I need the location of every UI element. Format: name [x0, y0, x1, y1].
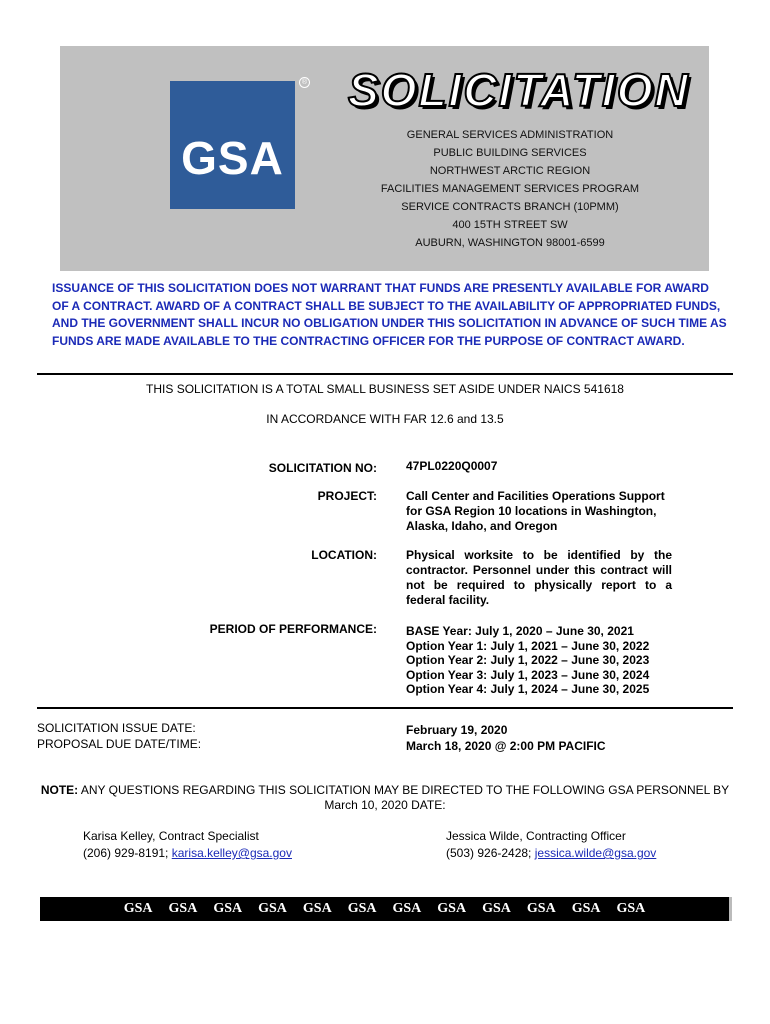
agency-line: SERVICE CONTRACTS BRANCH (10PMM): [401, 201, 619, 213]
contact-email-link[interactable]: karisa.kelley@gsa.gov: [171, 846, 292, 860]
footer-gsa-word: GSA: [526, 901, 556, 916]
project-label: PROJECT:: [317, 489, 377, 503]
location-value: Physical worksite to be identified by the contractor. Personnel under this contract will not be required to physically report to a federal facility.: [406, 548, 672, 607]
footer-gsa-word: GSA: [123, 901, 153, 916]
registered-mark-icon: ®: [299, 77, 310, 88]
contact-name: Jessica Wilde, Contracting Officer: [446, 829, 626, 843]
solicitation-title: SOLICITATION: [348, 64, 690, 116]
gsa-logo-text: GSA: [181, 132, 284, 184]
agency-line: PUBLIC BUILDING SERVICES: [433, 147, 587, 159]
issue-date-value: February 19, 2020: [406, 723, 508, 737]
footer-gsa-word: GSA: [302, 901, 332, 916]
footer-gsa-word: GSA: [168, 901, 198, 916]
due-date-label: PROPOSAL DUE DATE/TIME:: [37, 737, 202, 751]
period-line: Option Year 4: July 1, 2024 – June 30, 2025: [406, 682, 650, 697]
agency-line: AUBURN, WASHINGTON 98001-6599: [415, 237, 605, 249]
agency-address: [350, 126, 670, 252]
agency-line: NORTHWEST ARCTIC REGION: [429, 165, 591, 177]
contact-email-link[interactable]: jessica.wilde@gsa.gov: [534, 846, 657, 860]
date-labels: [37, 720, 201, 752]
footer-gsa-word: GSA: [437, 901, 467, 916]
period-label: PERIOD OF PERFORMANCE:: [209, 622, 377, 636]
gsa-logo: [170, 81, 295, 209]
far-statement: IN ACCORDANCE WITH FAR 12.6 and 13.5: [266, 412, 504, 426]
set-aside-statement: THIS SOLICITATION IS A TOTAL SMALL BUSINESS SET ASIDE UNDER NAICS 541618: [146, 382, 624, 396]
date-values: [406, 722, 606, 754]
agency-line: FACILITIES MANAGEMENT SERVICES PROGRAM: [380, 183, 640, 195]
gsa-footer-bar: [40, 897, 732, 921]
period-line: Option Year 2: July 1, 2022 – June 30, 2023: [406, 653, 650, 668]
funding-warning: ISSUANCE OF THIS SOLICITATION DOES NOT WARRANT THAT FUNDS ARE PRESENTLY AVAILABLE FOR AWARD OF A CONTRACT. AWARD OF A CONTRACT SHALL BE SUBJECT TO THE AVAILABILITY OF APPROPRIATED FUNDS, AND THE GOVERNMENT SHALL INCUR NO OBLIGATION UNDER THIS SOLICITATION IN ADVANCE OF SUCH TIME AS FUNDS ARE MADE AVAILABLE TO THE CONTRACTING OFFICER FOR THE PURPOSE OF CONTRACT AWARD.: [52, 281, 727, 348]
period-value: [406, 624, 672, 697]
footer-gsa-word: GSA: [571, 901, 601, 916]
footer-gsa-word: GSA: [392, 901, 422, 916]
divider: [37, 707, 733, 709]
contact-name: Karisa Kelley, Contract Specialist: [83, 829, 259, 843]
divider: [37, 373, 733, 375]
solicitation-no-label: SOLICITATION NO:: [268, 461, 377, 475]
questions-note: [37, 783, 733, 813]
period-line: Option Year 3: July 1, 2023 – June 30, 2024: [406, 667, 650, 682]
contact-wilde: [446, 828, 656, 862]
footer-gsa-word: GSA: [213, 901, 243, 916]
footer-gsa-word: GSA: [347, 901, 377, 916]
period-line: Option Year 1: July 1, 2021 – June 30, 2022: [406, 638, 650, 653]
contact-kelley: [83, 828, 292, 862]
contact-phone: (503) 926-2428;: [446, 846, 535, 860]
due-date-value: March 18, 2020 @ 2:00 PM PACIFIC: [406, 739, 606, 753]
footer-gsa-word: GSA: [616, 901, 646, 916]
note-prefix: NOTE:: [40, 783, 79, 797]
solicitation-no-value: 47PL0220Q0007: [406, 459, 498, 473]
location-label: LOCATION:: [311, 548, 377, 562]
agency-line: GENERAL SERVICES ADMINISTRATION: [406, 129, 614, 141]
footer-gsa-word: GSA: [482, 901, 511, 916]
header-banner: [60, 46, 709, 271]
note-text: ANY QUESTIONS REGARDING THIS SOLICITATION MAY BE DIRECTED TO THE FOLLOWING GSA PERSONNEL BY March 10, 2020 DATE:: [78, 783, 730, 812]
agency-line: 400 15TH STREET SW: [452, 219, 568, 231]
issue-date-label: SOLICITATION ISSUE DATE:: [37, 721, 196, 735]
project-value: Call Center and Facilities Operations Support for GSA Region 10 locations in Washington, Alaska, Idaho, and Oregon: [406, 489, 665, 533]
contact-phone: (206) 929-8191;: [83, 846, 172, 860]
period-line: BASE Year: July 1, 2020 – June 30, 2021: [406, 624, 634, 638]
footer-gsa-word: GSA: [258, 901, 287, 916]
